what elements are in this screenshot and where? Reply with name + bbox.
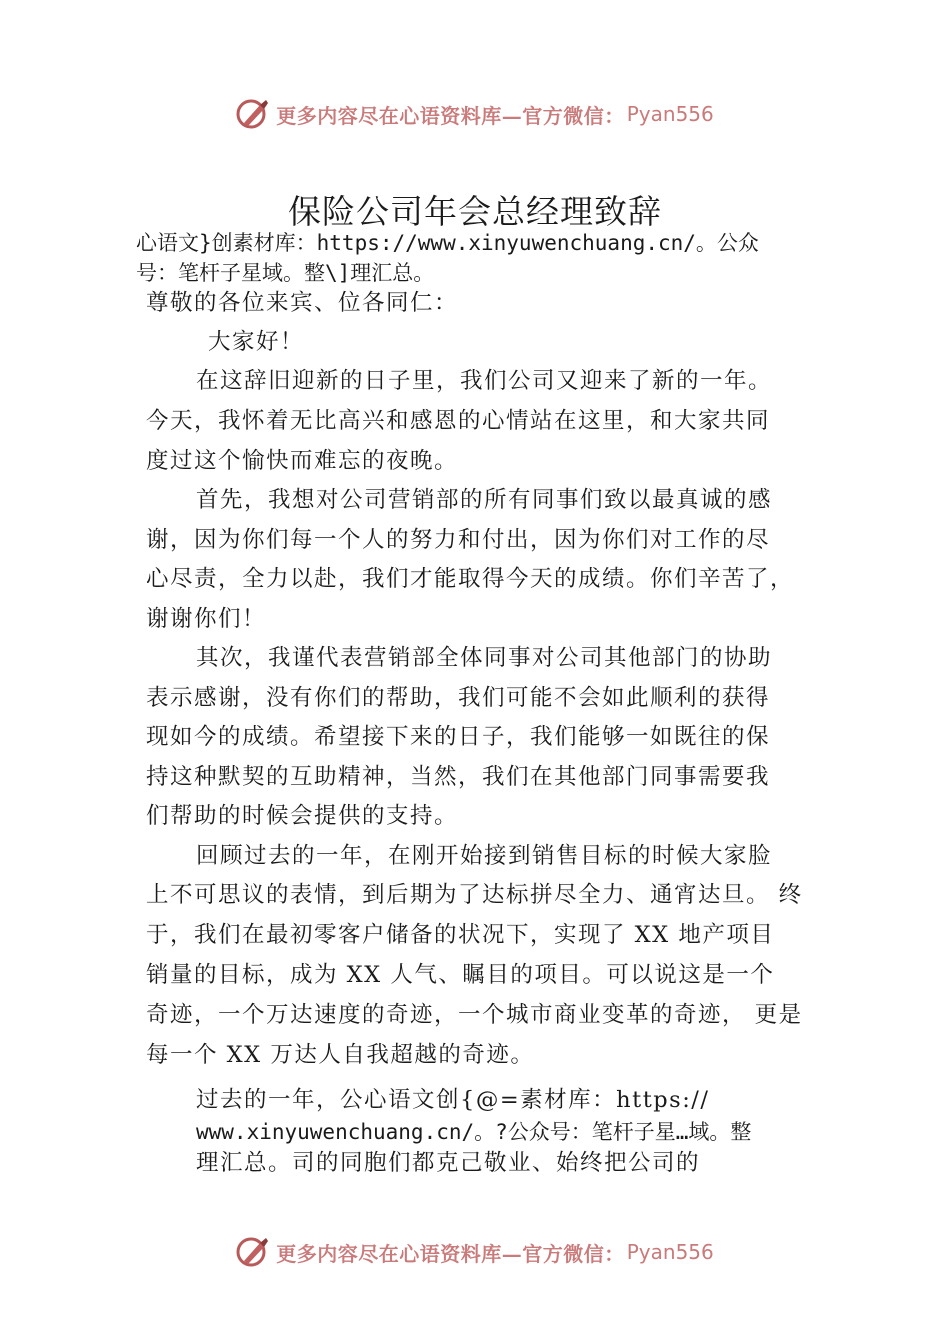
body-line: 度过这个愉快而难忘的夜晚。 [146, 448, 459, 474]
body-line: 持这种默契的互助精神，当然，我们在其他部门同事需要我 [146, 764, 771, 790]
body-line: 号：笔杆子星域。整\]理汇总。 [136, 261, 435, 285]
body-line: 其次，我谨代表营销部全体同事对公司其他部门的协助 [196, 645, 773, 671]
body-line: 首先，我想对公司营销部的所有同事们致以最真诚的感 [196, 487, 773, 513]
body-line: 现如今的成绩。希望接下来的日子，我们能够一如既往的保 [146, 724, 771, 750]
header-banner-text: 更多内容尽在心语资料库—官方微信： [276, 103, 625, 128]
body-line: 回顾过去的一年，在刚开始接到销售目标的时候大家脸 [196, 843, 773, 869]
body-line: 销量的目标，成为 XX 人气、瞩目的项目。可以说这是一个 [146, 962, 775, 988]
header-watermark-banner [0, 94, 950, 134]
body-line: 谢，因为你们每一个人的努力和付出，因为你们对工作的尽 [146, 527, 771, 553]
pen-logo-icon [236, 97, 270, 131]
header-banner-wechat-id: Pyan556 [626, 102, 714, 126]
pen-logo-icon [236, 1235, 270, 1269]
footer-watermark-banner [0, 1232, 950, 1272]
body-line: www.xinyuwenchuang.cn/。?公众号：笔杆子星…域。整 [196, 1120, 752, 1144]
body-line: 于，我们在最初零客户储备的状况下，实现了 XX 地产项目 [146, 922, 775, 948]
footer-banner-text: 更多内容尽在心语资料库—官方微信： [276, 1241, 625, 1266]
body-line: 心语文}创素材库：https://www.xinyuwenchuang.cn/。公众 [136, 231, 759, 255]
body-line: 在这辞旧迎新的日子里，我们公司又迎来了新的一年。 [196, 368, 773, 394]
body-line: 们帮助的时候会提供的支持。 [146, 803, 459, 829]
body-line: 理汇总。司的同胞们都克己敬业、始终把公司的 [196, 1150, 701, 1176]
body-line: 过去的一年，公心语文创{@=素材库：https:// [196, 1087, 710, 1113]
body-line: 心尽责，全力以赴，我们才能取得今天的成绩。你们辛苦了， [146, 566, 795, 592]
body-line: 表示感谢，没有你们的帮助，我们可能不会如此顺利的获得 [146, 685, 771, 711]
body-line: 今天，我怀着无比高兴和感恩的心情站在这里，和大家共同 [146, 408, 771, 434]
salutation: 尊敬的各位来宾、位各同仁： [146, 290, 459, 316]
body-line: 谢谢你们！ [146, 606, 267, 632]
body-line: 每一个 XX 万达人自我超越的奇迹。 [146, 1042, 535, 1068]
body-line: 奇迹，一个万达速度的奇迹，一个城市商业变革的奇迹， 更是 [146, 1002, 803, 1028]
greeting: 大家好！ [208, 329, 305, 355]
document-title: 保险公司年会总经理致辞 [288, 192, 662, 231]
footer-banner-wechat-id: Pyan556 [626, 1240, 714, 1264]
body-line: 上不可思议的表情，到后期为了达标拼尽全力、通宵达旦。 终 [146, 882, 803, 908]
